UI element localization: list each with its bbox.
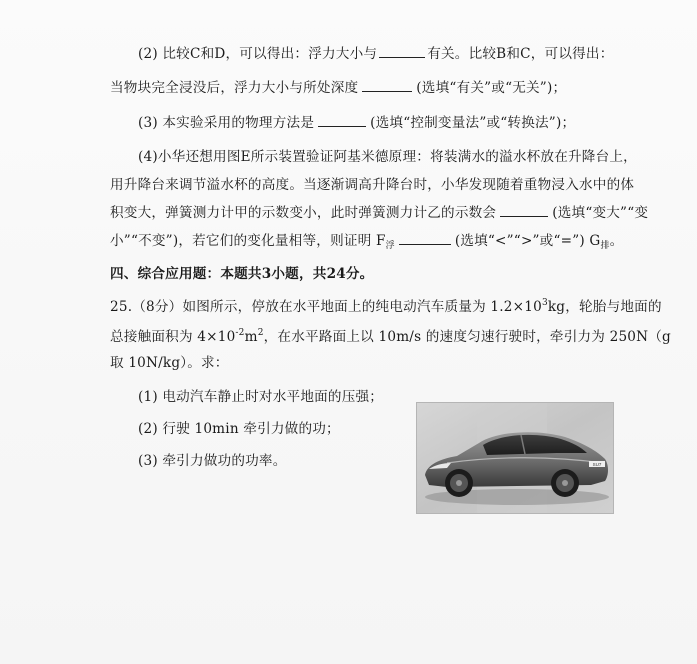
section-heading: 四、综合应用题：本题共3小题，共24分。 [110, 266, 374, 282]
superscript: 2 [257, 328, 264, 338]
q24-part2-line2 [110, 78, 566, 98]
superscript: -2 [235, 328, 245, 338]
subscript: 排 [600, 241, 610, 251]
text: 有关。比较B和C，可以得出： [427, 46, 614, 62]
text: (选填“变大”“变 [552, 205, 649, 221]
text: 。 [609, 233, 624, 249]
q24-part2-line1 [138, 44, 614, 64]
q25-line2 [110, 323, 671, 347]
q24-part4-line2: 用升降台来调节溢水杯的高度。当逐渐调高升降台时，小华发现随着重物浸入水中的体 [110, 177, 635, 193]
text: 25.（8分）如图所示，停放在水平地面上的纯电动汽车质量为 1.2×10 [110, 299, 542, 315]
text: (选填“有关”或“无关”)； [416, 80, 567, 96]
text: (选填“控制变量法”或“转换法”)； [370, 115, 576, 131]
text: kg，轮胎与地面的 [547, 299, 662, 315]
q25-subquestion-1: (1) 电动汽车静止时对水平地面的压强； [138, 389, 384, 405]
car-illustration [417, 403, 613, 513]
answer-blank[interactable] [379, 45, 425, 58]
plate-text: SU7 [592, 462, 602, 467]
q25-subquestion-2: (2) 行驶 10min 牵引力做的功； [138, 421, 340, 437]
text: 积变大，弹簧测力计甲的示数变小，此时弹簧测力计乙的示数会 [110, 205, 497, 221]
text: 总接触面积为 4×10 [110, 329, 236, 345]
q24-part4-line1: (4)小华还想用图E所示装置验证阿基米德原理：将装满水的溢水杯放在升降台上， [138, 149, 637, 165]
text: (2) 比较C和D，可以得出：浮力大小与 [138, 46, 378, 62]
answer-blank[interactable] [318, 114, 366, 127]
q25-subquestion-3: (3) 牵引力做功的功率。 [138, 453, 287, 469]
text: 小”“不变”)，若它们的变化量相等，则证明 F [110, 233, 386, 249]
q24-part4-line4 [110, 231, 623, 256]
text: m [244, 329, 258, 345]
text: ，在水平路面上以 10m/s 的速度匀速行驶时，牵引力为 250N（g [263, 329, 671, 345]
text: (3) 本实验采用的物理方法是 [138, 115, 315, 131]
q25-line3: 取 10N/kg）。求： [110, 355, 229, 371]
answer-blank[interactable] [362, 79, 412, 92]
subscript: 浮 [385, 241, 395, 251]
electric-car-photo [416, 402, 614, 514]
q24-part4-line3 [110, 203, 648, 223]
text: 当物块完全浸没后，浮力大小与所处深度 [110, 80, 359, 96]
q25-line1 [110, 293, 662, 317]
text: (选填“<”“>”或“=”) G [454, 233, 601, 249]
superscript: 3 [541, 298, 548, 308]
answer-blank[interactable] [500, 204, 548, 217]
answer-blank[interactable] [399, 232, 451, 245]
q24-part3-line [138, 113, 575, 133]
